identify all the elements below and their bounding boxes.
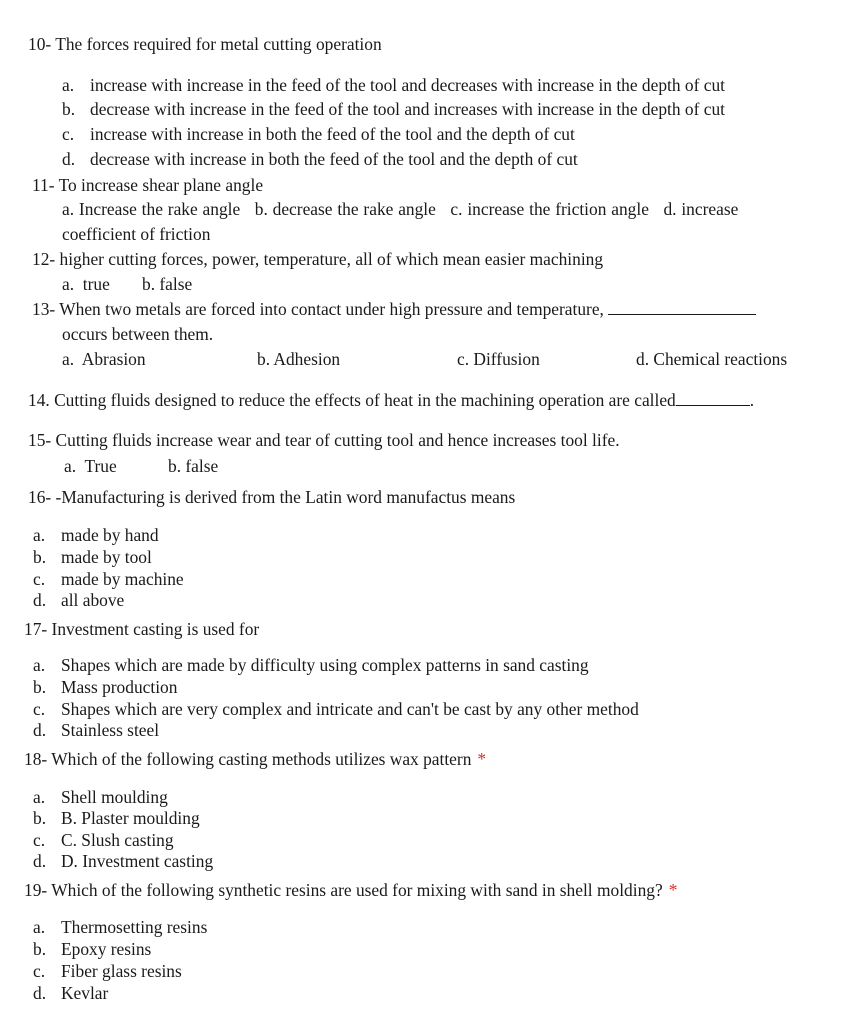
option-letter: d.	[62, 149, 76, 169]
question-12-stem: 12- higher cutting forces, power, temperature, all of which mean easier machining	[32, 249, 604, 269]
question-16-stem: 16- -Manufacturing is derived from the Latin word manufactus means	[28, 487, 516, 507]
question-10-option-a	[62, 74, 725, 96]
question-17-stem: 17- Investment casting is used for	[24, 619, 260, 639]
answer-blank	[676, 390, 750, 406]
question-18-option-d	[33, 850, 213, 872]
option-text: Kevlar	[61, 983, 109, 1003]
option-b: b. false	[142, 274, 193, 294]
option-text: increase with increase in the feed of the tool and decreases with increase in the depth of cut	[90, 75, 725, 95]
option-d: d. Chemical reactions	[636, 349, 788, 369]
option-b: b. false	[168, 456, 219, 476]
question-18-stem-text: 18- Which of the following casting methods utilizes wax pattern	[24, 749, 472, 769]
option-text: B. Plaster moulding	[61, 808, 200, 828]
question-14-end-punct: .	[749, 390, 755, 410]
option-letter: c.	[33, 961, 46, 981]
question-17-option-d	[33, 719, 159, 741]
option-text: Fiber glass resins	[61, 961, 182, 981]
question-13-stem	[32, 298, 756, 320]
option-text: Shapes which are very complex and intricate and can't be cast by any other method	[61, 699, 639, 719]
option-a: a. True	[64, 456, 117, 476]
question-19-option-c	[33, 960, 182, 982]
option-text: Epoxy resins	[61, 939, 152, 959]
option-text: Stainless steel	[61, 720, 160, 740]
question-14-stem	[28, 389, 754, 411]
question-10-option-b	[62, 98, 725, 120]
required-asterisk: *	[668, 880, 678, 900]
question-10-option-d	[62, 148, 578, 170]
option-letter: c.	[33, 569, 46, 589]
question-19-stem-text: 19- Which of the following synthetic resins are used for mixing with sand in shell molding?	[24, 880, 663, 900]
option-text: decrease with increase in both the feed of the tool and the depth of cut	[90, 149, 578, 169]
option-text: made by tool	[61, 547, 152, 567]
question-13-options	[62, 348, 822, 370]
required-asterisk: *	[477, 749, 487, 769]
question-17-option-a	[33, 654, 589, 676]
question-11-options-continued: coefficient of friction	[62, 224, 211, 244]
option-text: decrease with increase in the feed of the tool and increases with increase in the depth of cut	[90, 99, 725, 119]
question-19-option-a	[33, 916, 207, 938]
option-text: D. Investment casting	[61, 851, 214, 871]
option-text: Shapes which are made by difficulty using complex patterns in sand casting	[61, 655, 589, 675]
question-17-option-c	[33, 698, 639, 720]
question-10-option-c	[62, 123, 575, 145]
option-letter: d.	[33, 851, 47, 871]
question-16-option-a	[33, 524, 159, 546]
question-18-option-b	[33, 807, 200, 829]
question-10-stem: 10- The forces required for metal cutting operation	[28, 34, 382, 54]
option-letter: a.	[62, 75, 75, 95]
option-letter: b.	[33, 939, 47, 959]
option-text: made by hand	[61, 525, 159, 545]
question-16-option-c	[33, 568, 184, 590]
option-text: increase with increase in both the feed of the tool and the depth of cut	[90, 124, 575, 144]
question-17-option-b	[33, 676, 177, 698]
answer-blank	[608, 299, 756, 315]
option-letter: d.	[33, 720, 47, 740]
question-19-stem	[24, 879, 677, 901]
option-letter: a.	[33, 525, 46, 545]
question-18-stem	[24, 748, 486, 770]
option-text: Thermosetting resins	[61, 917, 208, 937]
question-14-stem-text: 14. Cutting fluids designed to reduce the effects of heat in the machining operation are called	[28, 390, 676, 410]
question-11-options: a. Increase the rake angle b. decrease the rake angle c. increase the friction angle d. increase	[62, 199, 739, 219]
question-12-options	[62, 273, 262, 295]
option-a: a. Abrasion	[62, 349, 146, 369]
option-letter: c.	[33, 699, 46, 719]
question-16-option-b	[33, 546, 152, 568]
option-letter: a.	[33, 655, 46, 675]
question-15-options	[64, 455, 264, 477]
question-16-option-d	[33, 589, 124, 611]
option-text: Mass production	[61, 677, 178, 697]
question-15-stem: 15- Cutting fluids increase wear and tear of cutting tool and hence increases tool life.	[28, 430, 620, 450]
option-text: Shell moulding	[61, 787, 168, 807]
option-b: b. Adhesion	[257, 349, 341, 369]
question-13-stem-continued: occurs between them.	[62, 324, 214, 344]
option-letter: a.	[33, 917, 46, 937]
option-text: made by machine	[61, 569, 184, 589]
option-c: c. Diffusion	[457, 349, 540, 369]
option-letter: d.	[33, 590, 47, 610]
question-13-stem-text: 13- When two metals are forced into contact under high pressure and temperature,	[32, 299, 604, 319]
option-text: C. Slush casting	[61, 830, 174, 850]
question-11-stem: 11- To increase shear plane angle	[32, 175, 264, 195]
question-19-option-b	[33, 938, 151, 960]
option-letter: b.	[33, 808, 47, 828]
option-letter: a.	[33, 787, 46, 807]
option-letter: b.	[33, 547, 47, 567]
option-letter: b.	[62, 99, 76, 119]
option-letter: c.	[62, 124, 75, 144]
option-letter: d.	[33, 983, 47, 1003]
question-19-option-d	[33, 982, 108, 1004]
option-letter: b.	[33, 677, 47, 697]
question-18-option-c	[33, 829, 174, 851]
option-letter: c.	[33, 830, 46, 850]
option-text: all above	[61, 590, 125, 610]
question-18-option-a	[33, 786, 168, 808]
option-a: a. true	[62, 274, 110, 294]
